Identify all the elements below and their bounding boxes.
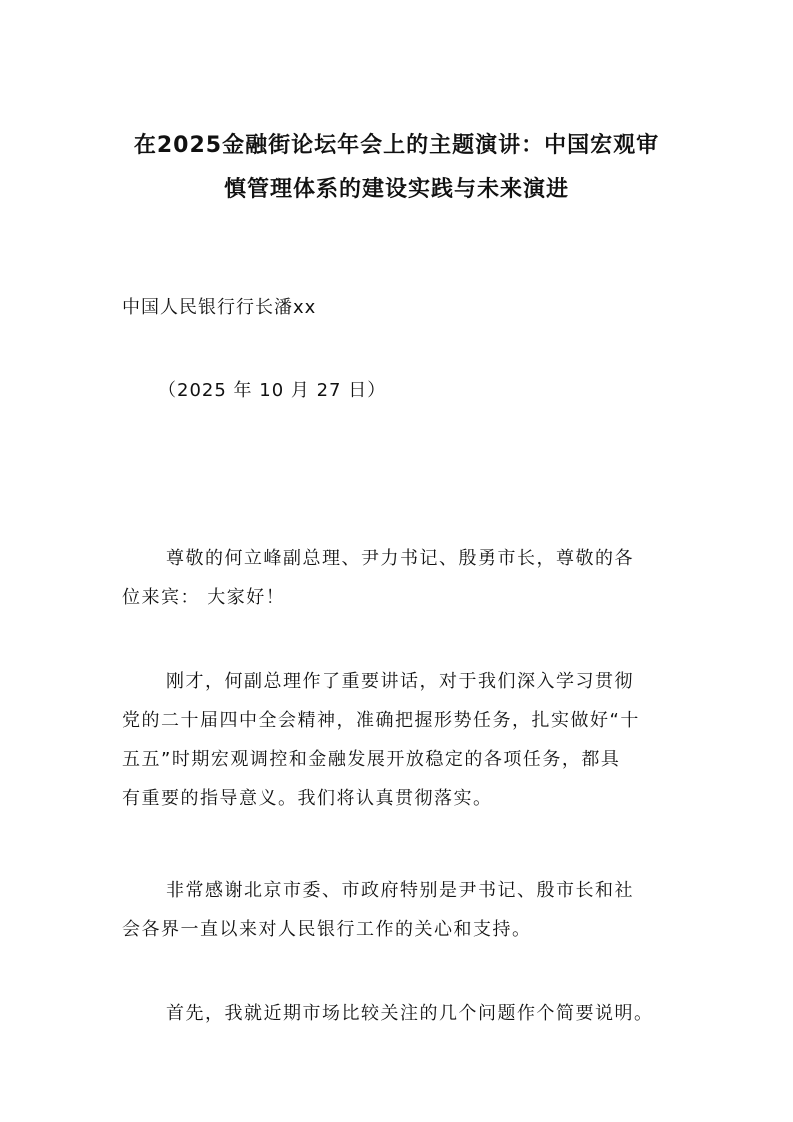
paragraph-line: 党的二十届四中全会精神，准确把握形势任务，扎实做好“十	[122, 710, 640, 731]
paragraph-line: 五五”时期宏观调控和金融发展开放稳定的各项任务，都具	[122, 749, 621, 770]
paragraph-line: 尊敬的何立峰副总理、尹力书记、殷勇市长，尊敬的各	[166, 548, 634, 569]
author-line: 中国人民银行行长潘xx	[122, 297, 317, 318]
paragraph-line: 首先，我就近期市场比较关注的几个问题作个简要说明。	[166, 1003, 654, 1024]
paragraph-line: 刚才，何副总理作了重要讲话，对于我们深入学习贯彻	[166, 671, 634, 692]
paragraph-line: 非常感谢北京市委、市政府特别是尹书记、殷市长和社	[166, 880, 634, 901]
document-title-line-2: 慎管理体系的建设实践与未来演进	[223, 177, 569, 202]
paragraph-line: 会各界一直以来对人民银行工作的关心和支持。	[122, 919, 532, 940]
paragraph-line: 位来宾： 大家好！	[122, 587, 286, 608]
paragraph-line: 有重要的指导意义。我们将认真贯彻落实。	[122, 788, 493, 809]
date-line: （2025 年 10 月 27 日）	[158, 380, 387, 401]
document-title-line-1: 在2025金融街论坛年会上的主题演讲：中国宏观审	[133, 133, 660, 158]
